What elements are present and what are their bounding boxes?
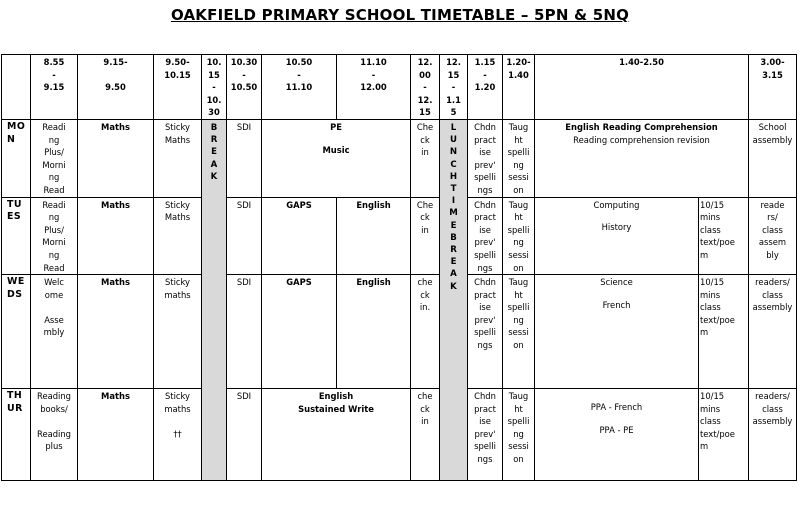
day-row-tuesday	[2, 197, 797, 275]
lesson-cell-afternoon	[535, 275, 699, 389]
time-slot: 8.55 - 9.15	[31, 55, 78, 120]
lesson-cell: Taug ht spelli ng sessi on	[503, 275, 535, 389]
time-slot: 12. 00 - 12. 15	[411, 55, 440, 120]
lesson-cell: Chdn pract ise prev' spelli ngs	[468, 197, 503, 275]
erc-subtitle: Reading comprehension revision	[573, 134, 710, 145]
lesson-cell: Taug ht spelli ng sessi on	[503, 197, 535, 275]
lesson-cell: Chdn pract ise prev' spelli ngs	[468, 275, 503, 389]
morning-break-column: B R E A K	[202, 119, 227, 480]
spacer	[536, 289, 697, 299]
lesson-cell: English	[337, 275, 411, 389]
lesson-cell: 10/15 mins class text/poe m	[699, 389, 749, 481]
lesson-cell: GAPS	[262, 197, 337, 275]
spacer	[263, 134, 409, 144]
lesson-cell: School assembly	[749, 119, 797, 197]
lesson-cell: SDI	[227, 275, 262, 389]
subject-label: Science	[600, 277, 633, 288]
time-slot: 1.40-2.50	[535, 55, 749, 120]
lesson-cell: 10/15 mins class text/poe m	[699, 197, 749, 275]
day-label: TH UR	[2, 389, 31, 481]
subject-label: History	[601, 222, 632, 233]
lesson-cell: Maths	[78, 275, 154, 389]
day-label: MO N	[2, 119, 31, 197]
lesson-cell: Chdn pract ise prev' spelli ngs	[468, 119, 503, 197]
time-slot: 3.00- 3.15	[749, 55, 797, 120]
erc-title: English Reading Comprehension	[565, 121, 718, 132]
lesson-cell: Che ck in	[411, 119, 440, 197]
lesson-cell: Taug ht spelli ng sessi on	[503, 119, 535, 197]
lesson-cell: Che ck in	[411, 197, 440, 275]
day-row-thursday	[2, 389, 797, 481]
day-row-wednesday	[2, 275, 797, 389]
lesson-cell: Maths	[78, 197, 154, 275]
lesson-cell: 10/15 mins class text/poe m	[699, 275, 749, 389]
day-label: WE DS	[2, 275, 31, 389]
lesson-cell: Chdn pract ise prev' spelli ngs	[468, 389, 503, 481]
lesson-cell: English	[337, 197, 411, 275]
lesson-cell: Sticky maths ††	[154, 389, 202, 481]
subject-label: Sustained Write	[298, 403, 374, 414]
subject-label: PPA - PE	[599, 424, 634, 435]
spacer	[536, 414, 697, 424]
music-label: Music	[322, 144, 350, 155]
lunch-break-column: L U N C H T I M E B R E A K	[440, 119, 468, 480]
time-slot: 10. 15 - 10. 30	[202, 55, 227, 120]
lesson-cell-reading-comprehension	[535, 119, 749, 197]
lesson-cell: Maths	[78, 389, 154, 481]
lesson-cell: readers/ class assembly	[749, 389, 797, 481]
lesson-cell: Welc ome Asse mbly	[31, 275, 78, 389]
lesson-cell: readers/ class assembly	[749, 275, 797, 389]
lesson-cell: GAPS	[262, 275, 337, 389]
lesson-cell: che ck in.	[411, 275, 440, 389]
lesson-cell: che ck in	[411, 389, 440, 481]
timetable	[1, 54, 797, 481]
timetable-title: OAKFIELD PRIMARY SCHOOL TIMETABLE – 5PN & 5NQ	[170, 6, 630, 24]
lesson-cell-sustained-write	[262, 389, 411, 481]
time-slot: 11.10 - 12.00	[337, 55, 411, 120]
times-row	[2, 55, 797, 120]
lesson-cell: Sticky maths	[154, 275, 202, 389]
time-slot: 9.50- 10.15	[154, 55, 202, 120]
lesson-cell-afternoon	[535, 197, 699, 275]
lesson-cell: Readi ng Plus/ Morni ng Read	[31, 197, 78, 275]
corner-cell	[2, 55, 31, 120]
lesson-cell-afternoon	[535, 389, 699, 481]
lesson-cell: SDI	[227, 389, 262, 481]
pe-label: PE	[330, 121, 342, 132]
time-slot: 10.50 - 11.10	[262, 55, 337, 120]
subject-label: Computing	[593, 199, 640, 210]
lesson-cell: reade rs/ class assem bly	[749, 197, 797, 275]
lesson-cell: Taug ht spelli ng sessi on	[503, 389, 535, 481]
spacer	[536, 211, 697, 221]
lesson-cell-pe-music	[262, 119, 411, 197]
time-slot: 9.15- 9.50	[78, 55, 154, 120]
lesson-cell: Sticky Maths	[154, 197, 202, 275]
lesson-cell: Maths	[78, 119, 154, 197]
time-slot: 12. 15 - 1.1 5	[440, 55, 468, 120]
day-row-monday	[2, 119, 797, 197]
time-slot: 10.30 - 10.50	[227, 55, 262, 120]
subject-label: English	[318, 391, 354, 402]
subject-label: PPA - French	[590, 402, 643, 413]
time-slot: 1.20- 1.40	[503, 55, 535, 120]
lesson-cell: Sticky Maths	[154, 119, 202, 197]
time-slot: 1.15 - 1.20	[468, 55, 503, 120]
lesson-cell: SDI	[227, 197, 262, 275]
lesson-cell: Readi ng Plus/ Morni ng Read	[31, 119, 78, 197]
lesson-cell: SDI	[227, 119, 262, 197]
day-label: TU ES	[2, 197, 31, 275]
lesson-cell: Reading books/ Reading plus	[31, 389, 78, 481]
subject-label: French	[602, 299, 631, 310]
